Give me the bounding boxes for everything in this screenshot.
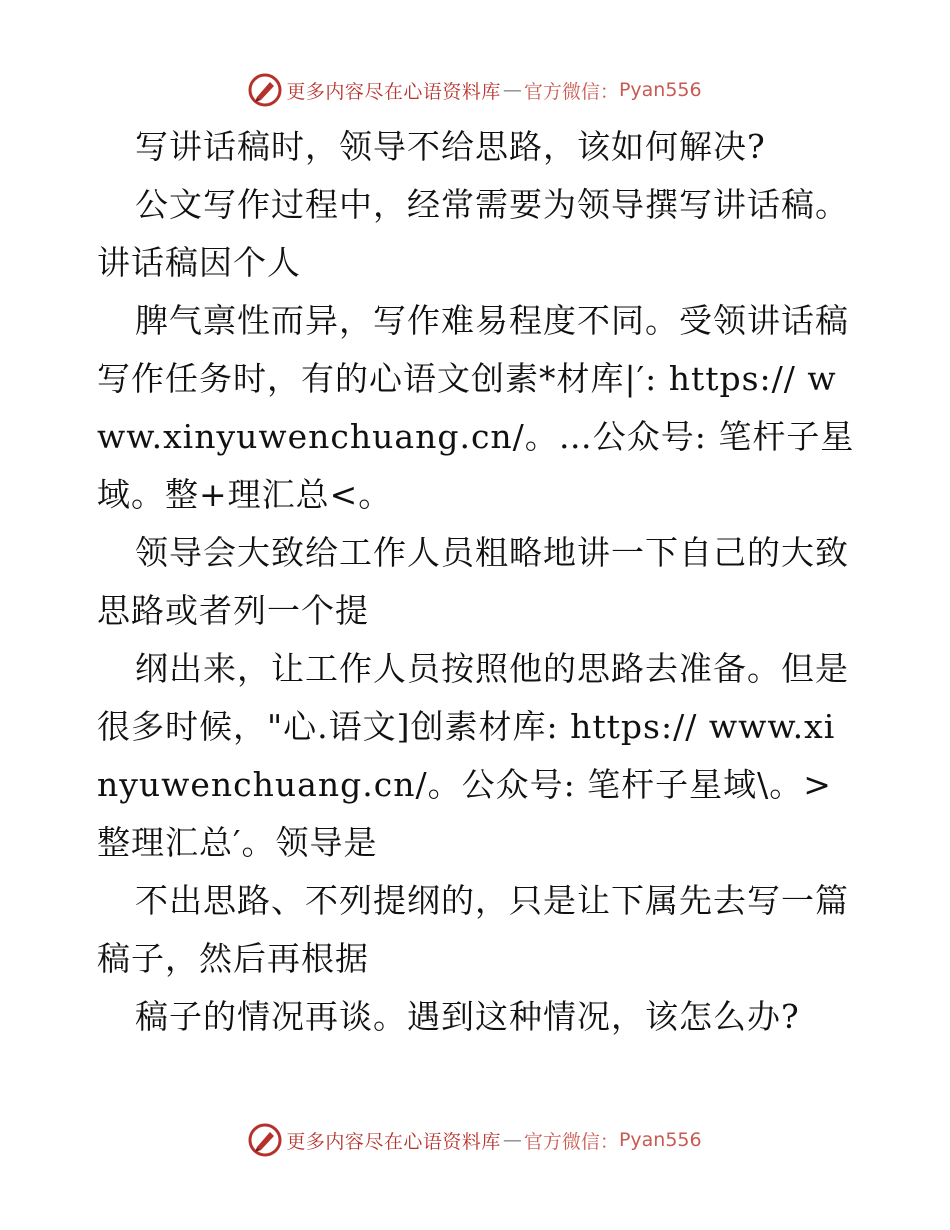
paragraph: 稿子的情况再谈。遇到这种情况，该怎么办? bbox=[135, 997, 800, 1036]
paragraph: 纲出来，让工作人员按照他的思路去准备。但是很多时候，"心.语文]创素材库: https:// www.xinyuwenchuang.cn/。公众号: 笔杆子星域\。>整理汇总′。领导是 bbox=[97, 649, 849, 862]
footer-contact-value: Pyan556 bbox=[618, 1129, 702, 1151]
paragraph: 公文写作过程中，经常需要为领导撰写讲话稿。讲话稿因个人 bbox=[97, 185, 849, 282]
header-contact-label: 官方微信： bbox=[523, 80, 619, 103]
paragraph-title: 写讲话稿时，领导不给思路，该如何解决? bbox=[135, 127, 766, 166]
footer-brand-text: 更多内容尽在心语资料库 bbox=[286, 1130, 501, 1153]
footer-separator: — bbox=[502, 1129, 522, 1151]
paragraph: 领导会大致给工作人员粗略地讲一下自己的大致思路或者列一个提 bbox=[97, 533, 849, 630]
brand-logo-icon bbox=[248, 1123, 282, 1157]
header-contact-value: Pyan556 bbox=[618, 79, 702, 101]
header-brand-text: 更多内容尽在心语资料库 bbox=[286, 80, 501, 103]
header-separator: — bbox=[502, 79, 522, 101]
paragraph: 脾气禀性而异，写作难易程度不同。受领讲话稿写作任务时，有的心语文创素*材库|′: https:// www.xinyuwenchuang.cn/。…公众号: 笔杆子星域。整+理汇总<。 bbox=[97, 301, 855, 514]
header-banner bbox=[0, 70, 950, 110]
footer-banner bbox=[0, 1120, 950, 1160]
footer-contact-label: 官方微信： bbox=[523, 1130, 619, 1153]
document-body bbox=[97, 118, 857, 1046]
brand-logo-icon bbox=[248, 73, 282, 107]
paragraph: 不出思路、不列提纲的，只是让下属先去写一篇稿子，然后再根据 bbox=[97, 881, 849, 978]
